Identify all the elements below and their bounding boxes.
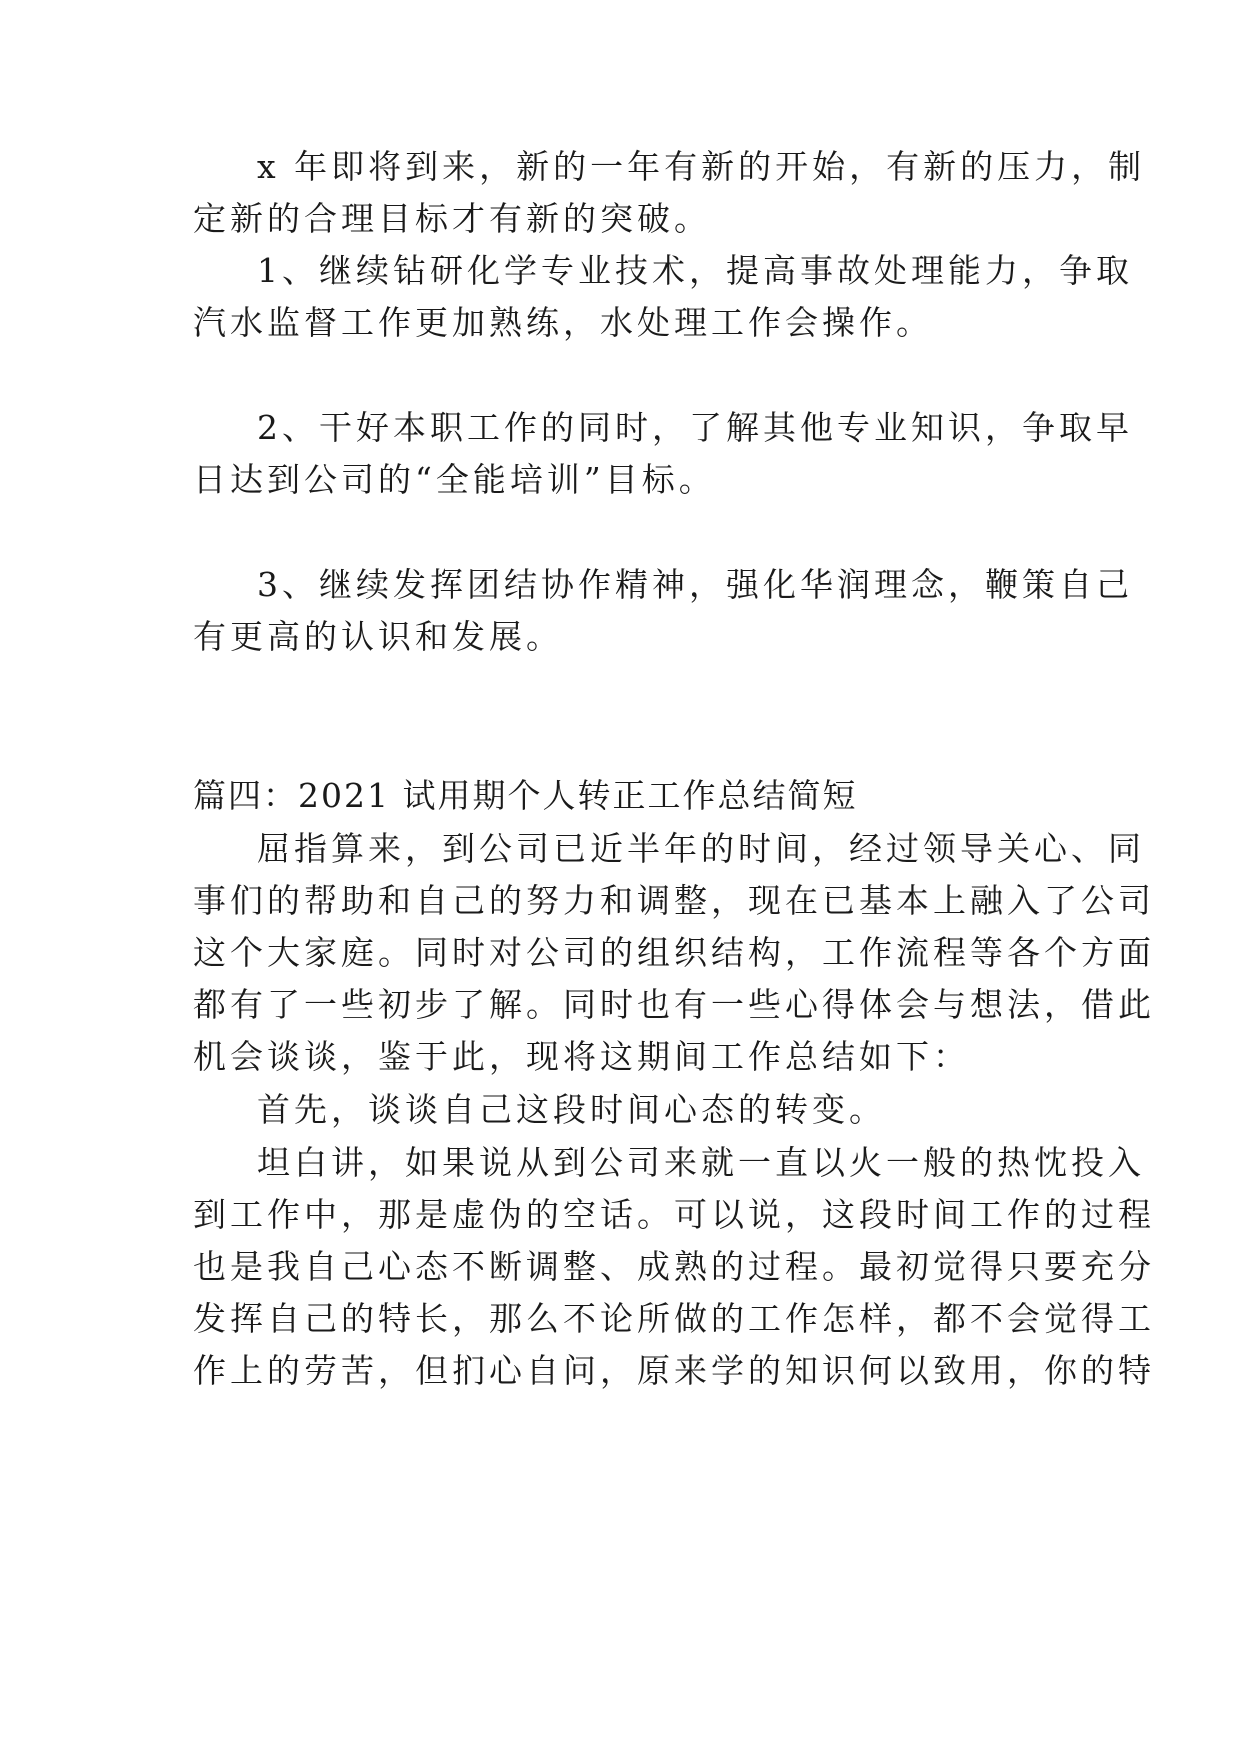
section-paragraph-1-line-5: 机会谈谈，鉴于此，现将这期间工作总结如下： <box>193 1037 970 1076</box>
paragraph-4-line-2: 有更高的认识和发展。 <box>193 617 563 656</box>
section-paragraph-1-line-1: 屈指算来，到公司已近半年的时间，经过领导关心、同 <box>257 829 1145 868</box>
section-heading: 篇四：2021 试用期个人转正工作总结简短 <box>193 776 858 815</box>
section-paragraph-1-line-2: 事们的帮助和自己的努力和调整，现在已基本上融入了公司 <box>193 881 1155 920</box>
paragraph-1-line-1: x 年即将到来，新的一年有新的开始，有新的压力，制 <box>257 147 1146 186</box>
section-paragraph-3-line-5: 作上的劳苦，但扪心自问，原来学的知识何以致用，你的特 <box>193 1351 1155 1390</box>
section-paragraph-3-line-4: 发挥自己的特长，那么不论所做的工作怎样，都不会觉得工 <box>193 1299 1155 1338</box>
paragraph-2-line-2: 汽水监督工作更加熟练，水处理工作会操作。 <box>193 303 933 342</box>
section-paragraph-1-line-4: 都有了一些初步了解。同时也有一些心得体会与想法，借此 <box>193 985 1155 1024</box>
paragraph-2-line-1: 1、继续钻研化学专业技术，提高事故处理能力，争取 <box>257 251 1133 290</box>
section-paragraph-3-line-3: 也是我自己心态不断调整、成熟的过程。最初觉得只要充分 <box>193 1247 1155 1286</box>
paragraph-1-line-2: 定新的合理目标才有新的突破。 <box>193 199 711 238</box>
paragraph-3-line-2: 日达到公司的“全能培训”目标。 <box>193 460 716 499</box>
section-paragraph-3-line-2: 到工作中，那是虚伪的空话。可以说，这段时间工作的过程 <box>193 1195 1155 1234</box>
paragraph-3-line-1: 2、干好本职工作的同时，了解其他专业知识，争取早 <box>257 408 1133 447</box>
section-paragraph-1-line-3: 这个大家庭。同时对公司的组织结构，工作流程等各个方面 <box>193 933 1155 972</box>
section-paragraph-2-line-1: 首先，谈谈自己这段时间心态的转变。 <box>257 1090 886 1129</box>
paragraph-4-line-1: 3、继续发挥团结协作精神，强化华润理念，鞭策自己 <box>257 565 1133 604</box>
section-paragraph-3-line-1: 坦白讲，如果说从到公司来就一直以火一般的热忱投入 <box>257 1143 1145 1182</box>
